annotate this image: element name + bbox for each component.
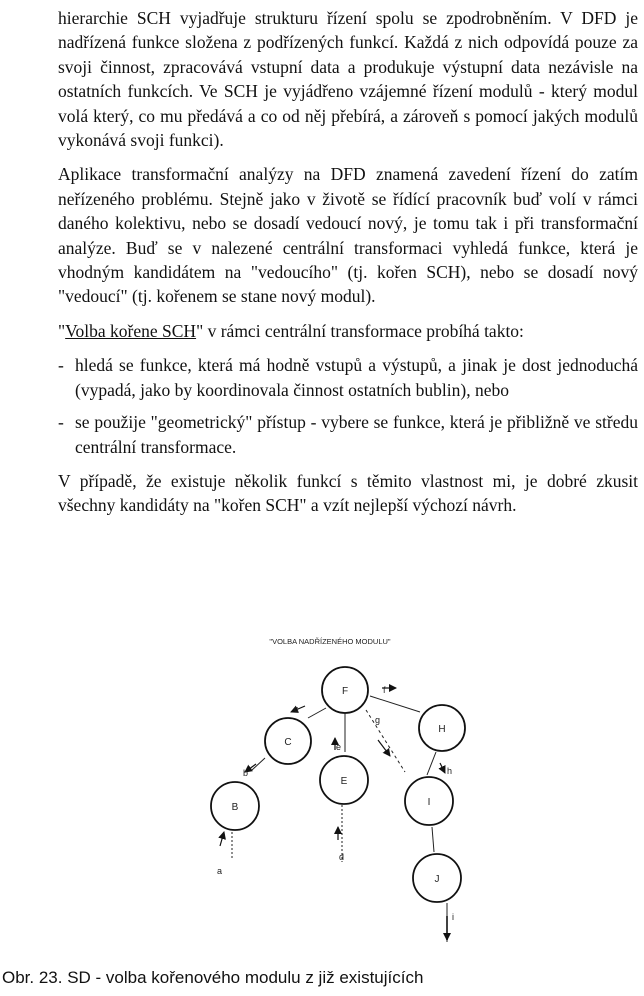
label-b: b	[243, 768, 249, 778]
list-dash: -	[58, 412, 64, 433]
paragraph-4: V případě, že existuje několik funkcí s těmito vlastnost mi, je dobré zkusit všechny kandidáty na "kořen SCH" a vzít nejlepší výchozí návrh.	[58, 470, 638, 516]
list-dash: -	[58, 355, 64, 376]
label-a: a	[217, 866, 223, 876]
node-b-label: B	[231, 802, 239, 813]
node-c	[265, 718, 311, 764]
node-j	[413, 854, 461, 902]
node-e	[320, 756, 368, 804]
edge-f-i	[366, 710, 405, 772]
list-item	[58, 410, 638, 459]
node-f-label: F	[341, 686, 349, 697]
arrow-a	[220, 832, 224, 846]
edge-i-j	[432, 827, 434, 852]
node-j-label: J	[434, 874, 440, 885]
label-f: f	[383, 685, 386, 695]
structure-diagram	[0, 630, 644, 960]
node-c-label: C	[284, 737, 292, 748]
node-f	[322, 667, 368, 713]
label-i: i	[452, 912, 454, 922]
paragraph-2: Aplikace transformační analýzy na DFD znamená zavedení řízení do zatím neřízeného problému. Stejně jako v životě se řídící pracovník buď volí v rámci daného kolektivu, nebo se dosadí vedoucí nový, je tomu tak i při transformační analýze. Buď se v nalezené centrální transformaci vyhledá funkce, která je vhodným kandidátem na "vedoucího" (tj. kořen SCH), nebo se dosadí nový "vedoucí" (tj. kořenem se stane nový modul).	[58, 164, 638, 307]
node-e-label: E	[340, 776, 348, 787]
list-item-text: hledá se funkce, která má hodně vstupů a výstupů, a jinak je dost jednoduchá (vypadá, jako by koordinovala činnost ostatních bublin), nebo	[75, 355, 638, 400]
criteria-list	[58, 353, 638, 459]
quote-open: "	[58, 320, 66, 341]
label-g: g	[375, 715, 381, 725]
label-d: d	[339, 852, 345, 862]
node-i-label: I	[427, 797, 431, 808]
figure-caption: Obr. 23. SD - volba kořenového modulu z již existujících	[2, 968, 424, 987]
label-c: c	[294, 704, 299, 714]
body-text	[58, 6, 638, 528]
edge-h-i	[427, 752, 436, 775]
node-i	[405, 777, 453, 825]
paragraph-3	[58, 319, 638, 343]
edge-f-h	[370, 696, 420, 712]
edge-f-c	[308, 708, 326, 718]
edge-c-b	[252, 758, 265, 770]
node-h	[419, 705, 465, 751]
paragraph-1: hierarchie SCH vyjadřuje strukturu řízení spolu se zpodrobněním. V DFD je nadřízená funkce složena z podřízených funkcí. Každá z nich odpovídá pouze za svoji činnost, zpracovává vstupní data a produkuje výstupní data nezávisle na ostatních funkcích. Ve SCH je vyjádřeno vzájemné řízení modulů - který modul volá který, co mu předává a co od něj přebírá, a zároveň s pomocí jakých modulů vykonává svoji funkci).	[58, 8, 638, 151]
list-item	[58, 353, 638, 402]
label-h: h	[447, 766, 453, 776]
label-e: e	[336, 742, 342, 752]
arrow-g	[378, 740, 390, 756]
list-item-text: se použije "geometrický" přístup - vybere se funkce, která je přibližně ve středu centrální transformace.	[75, 412, 638, 457]
arrow-h	[440, 763, 445, 773]
node-b	[211, 782, 259, 830]
paragraph-3-rest: " v rámci centrální transformace probíhá takto:	[196, 320, 524, 341]
diagram-title: "VOLBA NADŘÍZENÉHO MODULU"	[269, 637, 391, 646]
underlined-term: Volba kořene SCH	[65, 320, 197, 341]
node-h-label: H	[438, 724, 446, 735]
